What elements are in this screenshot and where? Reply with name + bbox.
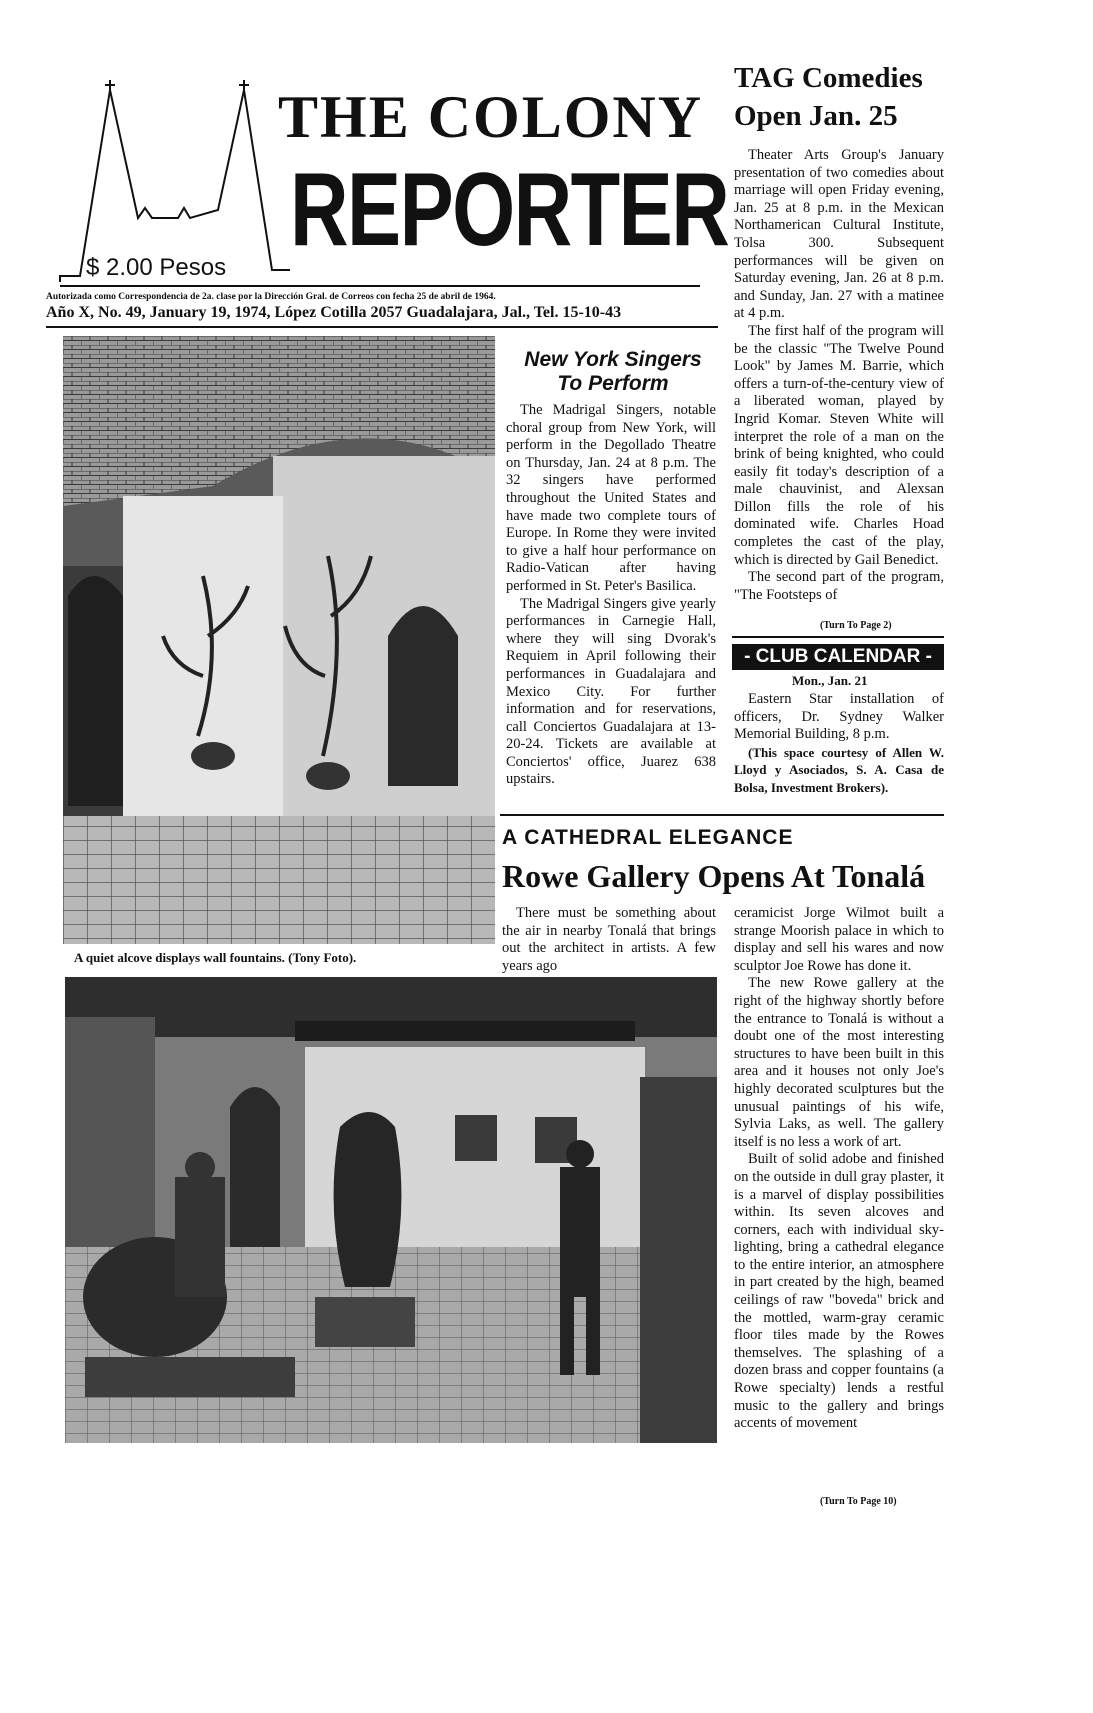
- singers-headline-2: To Perform: [557, 372, 669, 395]
- gallery-col1-text: [502, 905, 716, 975]
- club-calendar-banner: - CLUB CALENDAR -: [732, 644, 944, 670]
- gallery-headline: Rowe Gallery Opens At Tonalá: [502, 858, 926, 894]
- gallery-paragraph: The new Rowe gallery at the right of the highway shortly before the entrance to Tonalá is without a doubt one of the most interesting structures to have been built in this area and it houses not only Joe's highly decorated sculptures but the unusual paintings of his wife, Sylvia Laks, as well. The gallery itself is no less a work of art.: [734, 975, 944, 1150]
- club-calendar-date: Mon., Jan. 21: [792, 673, 868, 688]
- gallery-paragraph: Built of solid adobe and finished on the outside in dull gray plaster, it is a marvel of display possibilities within. Its seven alcoves and corners, each with individual sky-lighting, bring a cathedral elegance to the entire interior, an atmosphere in part created by the high, beamed ceilings of raw "boveda" brick and the mottled, warm-gray ceramic floor tiles made by the Rowes themselves. The splashing of a dozen brass and copper fountains (a Rowe specialty) lends a restful music to the gallery and brings accents of movement: [734, 1151, 944, 1432]
- singers-paragraph: The Madrigal Singers, notable choral group from New York, will perform in the Degollado Theatre on Thursday, Jan. 24 at 8 p.m. The 32 singers have performed throughout the United States and have made two complete tours of Europe. In Rome they were invited to give a half hour performance on Radio-Vatican after having performed in St. Peter's Basilica.: [506, 402, 716, 594]
- singers-headline-1: New York Singers: [524, 348, 702, 371]
- alcove-photo: [63, 336, 495, 944]
- photo-caption: A quiet alcove displays wall fountains. (Tony Foto).: [74, 950, 357, 965]
- gallery-continued: (Turn To Page 10): [820, 1496, 897, 1507]
- club-calendar-entry: [734, 691, 944, 797]
- gallery-kicker: A CATHEDRAL ELEGANCE: [502, 826, 794, 849]
- masthead-title-line2: REPORTER: [290, 152, 729, 268]
- masthead-rule: [60, 285, 700, 287]
- calendar-rule: [500, 814, 944, 816]
- price: $ 2.00 Pesos: [86, 254, 227, 281]
- tag-paragraph: The first half of the program will be the classic "The Twelve Pound Look" by James M. Barrie, which offers a turn-of-the-century view of a liberated woman, played by Ingrid Komar. Steven White will interpret the role of a man on the brink of being knighted, who could easily fit today's description of a male chauvinist, and Alexsan Dillon fills the role of his dominated wife. Charles Hoad completes the cast of the play, which is directed by Gail Benedict.: [734, 322, 944, 568]
- tag-headline-2: Open Jan. 25: [734, 100, 898, 132]
- authorization-line: Autorizada como Correspondencia de 2a. clase por la Dirección Gral. de Correos con fecha 25 de abril de 1964.: [46, 292, 496, 302]
- tag-paragraph: Theater Arts Group's January presentation of two comedies about marriage will open Friday evening, Jan. 25 at 8 p.m. in the Mexican Northamerican Cultural Institute, Tolsa 300. Subsequent performances will be given on Saturday evening, Jan. 26 at 8 p.m. and Sunday, Jan. 27 with a matinee at 4 p.m.: [734, 147, 944, 322]
- issue-line: Año X, No. 49, January 19, 1974, López Cotilla 2057 Guadalajara, Jal., Tel. 15-10-43: [46, 304, 622, 321]
- tag-rule: [732, 636, 944, 638]
- singers-story-body: [506, 402, 716, 789]
- gallery-paragraph: ceramicist Jorge Wilmot built a strange Moorish palace in which to display and sell his wares and now sculptor Joe Rowe has done it.: [734, 905, 944, 974]
- gallery-story-body: [734, 905, 944, 1433]
- singers-paragraph: The Madrigal Singers give yearly performances in Carnegie Hall, where they will sing Dvorak's Requiem in April following their performances in Guadalajara and Mexico City. For further information and for reservations, call Conciertos Guadalajara at 13-20-24. Tickets are available at Conciertos' office, Juarez 638 upstairs.: [506, 595, 716, 788]
- calendar-entry-text: Eastern Star installation of officers, Dr. Sydney Walker Memorial Building, 8 p.m.: [734, 691, 944, 743]
- masthead-title-line1: THE COLONY: [278, 84, 704, 150]
- issue-rule: [46, 326, 718, 328]
- tag-story-body: [734, 147, 944, 604]
- gallery-paragraph: There must be something about the air in nearby Tonalá that brings out the architect in artists. A few years ago: [502, 905, 716, 974]
- tag-headline-1: TAG Comedies: [734, 62, 923, 94]
- tag-paragraph: The second part of the program, "The Footsteps of: [734, 569, 944, 603]
- gallery-photo: [65, 977, 717, 1443]
- calendar-courtesy-text: (This space courtesy of Allen W. Lloyd y Asociados, S. A. Casa de Bolsa, Investment Brokers).: [734, 744, 944, 795]
- tag-continued: (Turn To Page 2): [820, 620, 892, 631]
